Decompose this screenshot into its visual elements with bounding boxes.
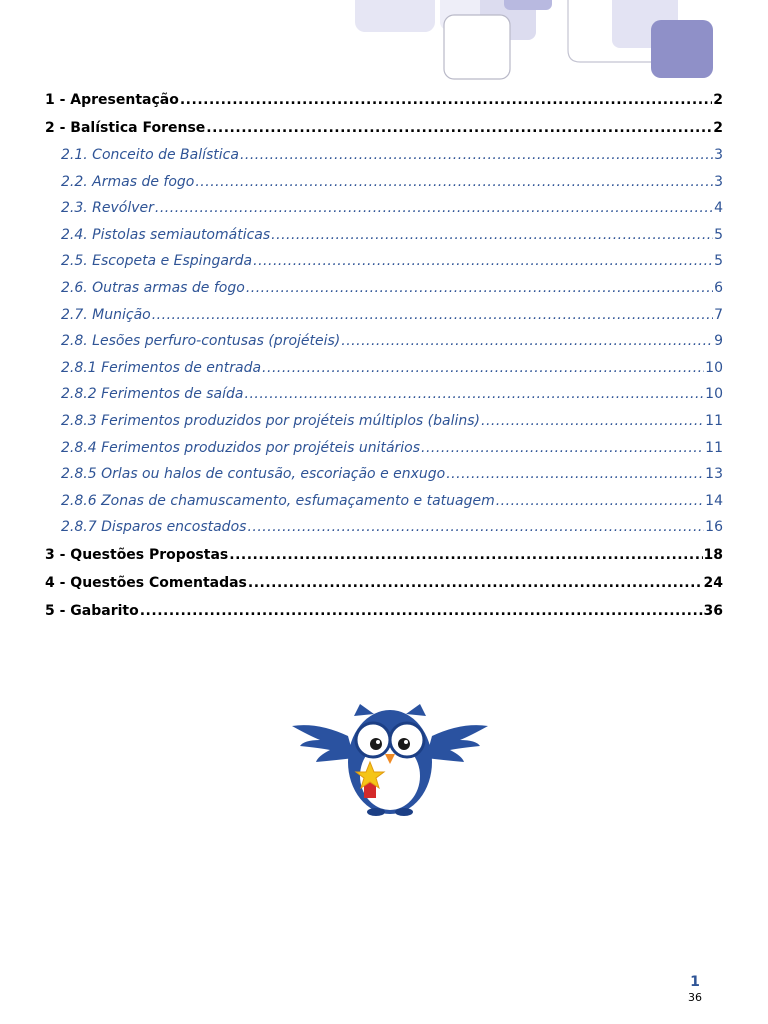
toc-dot-leader [245,381,705,408]
toc-entry-title: 2.8.4 Ferimentos produzidos por projéteis unitários [61,439,421,456]
toc-entry-title: 1 - Apresentação [45,92,179,108]
toc-entry-title: 2.6. Outras armas de fogo [61,279,245,296]
toc-entry-page: 7 [714,306,723,323]
toc-dot-leader [247,514,704,541]
toc-dot-leader [229,541,702,569]
toc-dot-leader [253,248,713,275]
toc-subentry[interactable] [45,381,723,408]
toc-dot-leader [180,86,712,114]
toc-entry-page: 11 [705,412,723,429]
toc-entry-title: 5 - Gabarito [45,602,139,619]
toc-dot-leader [248,569,703,597]
toc-entry-page: 2 [713,120,723,136]
page-footer [683,974,707,1005]
toc-entry-page: 18 [703,546,723,563]
toc-entry-title: 2.5. Escopeta e Espingarda [61,253,253,270]
toc-subentry[interactable] [45,302,723,329]
toc-subentry[interactable] [45,514,723,541]
owl-mascot-icon [290,700,490,818]
toc-subentry[interactable] [45,248,723,275]
toc-entry[interactable] [45,597,723,625]
table-of-contents [45,86,723,625]
toc-entry-title: 2.8.2 Ferimentos de saída [61,386,244,403]
toc-entry-page: 3 [714,147,723,163]
toc-dot-leader [195,169,713,196]
toc-entry-title: 2.8. Lesões perfuro-contusas (projéteis) [61,333,341,350]
header-decoration [0,0,768,90]
toc-entry-page: 6 [714,279,723,296]
toc-dot-leader [271,222,713,249]
toc-dot-leader [140,597,703,625]
toc-entry-title: 2.3. Revólver [61,200,154,217]
toc-dot-leader [206,114,712,142]
toc-entry-title: 2 - Balística Forense [45,120,206,136]
toc-entry-page: 5 [714,253,723,270]
page-number: 1 [690,974,700,990]
toc-entry-title: 2.7. Munição [61,306,151,323]
toc-entry-page: 2 [713,92,723,108]
toc-dot-leader [152,302,713,329]
toc-entry-page: 24 [703,574,723,591]
toc-entry-page: 14 [705,492,723,509]
toc-subentry[interactable] [45,488,723,515]
toc-entry-title: 2.8.6 Zonas de chamuscamento, esfumaçamento e tatuagem [61,492,495,509]
toc-dot-leader [262,355,704,382]
toc-entry-page: 10 [705,359,723,376]
toc-subentry[interactable] [45,142,723,169]
toc-dot-leader [446,461,704,488]
toc-entry-title: 3 - Questões Propostas [45,546,229,563]
toc-entry-page: 5 [714,226,723,243]
toc-subentry[interactable] [45,222,723,249]
toc-subentry[interactable] [45,169,723,196]
toc-entry-page: 36 [703,602,723,619]
toc-entry-page: 16 [705,519,723,536]
toc-entry-page: 10 [705,386,723,403]
toc-subentry[interactable] [45,435,723,462]
toc-entry[interactable] [45,86,723,114]
toc-entry-title: 2.2. Armas de fogo [61,173,195,190]
toc-subentry[interactable] [45,275,723,302]
toc-entry-page: 4 [714,200,723,217]
toc-dot-leader [481,408,704,435]
toc-subentry[interactable] [45,408,723,435]
toc-entry[interactable] [45,114,723,142]
toc-entry-title: 2.8.7 Disparos encostados [61,519,247,536]
toc-entry-page: 11 [705,439,723,456]
toc-dot-leader [246,275,713,302]
toc-entry-title: 2.8.1 Ferimentos de entrada [61,359,262,376]
toc-entry-title: 4 - Questões Comentadas [45,574,247,591]
toc-dot-leader [155,195,713,222]
toc-subentry[interactable] [45,355,723,382]
toc-dot-leader [341,328,713,355]
toc-subentry[interactable] [45,461,723,488]
toc-dot-leader [421,435,704,462]
page-total: 36 [688,991,702,1004]
toc-entry-page: 13 [705,466,723,483]
toc-entry[interactable] [45,541,723,569]
toc-entry-title: 2.4. Pistolas semiautomáticas [61,226,271,243]
toc-entry-title: 2.1. Conceito de Balística [61,147,239,163]
toc-entry-page: 3 [714,173,723,190]
toc-subentry[interactable] [45,195,723,222]
toc-dot-leader [240,142,713,169]
toc-entry-title: 2.8.3 Ferimentos produzidos por projéteis múltiplos (balins) [61,412,481,429]
toc-entry-page: 9 [714,333,723,350]
toc-entry[interactable] [45,569,723,597]
toc-dot-leader [496,488,704,515]
toc-subentry[interactable] [45,328,723,355]
toc-entry-title: 2.8.5 Orlas ou halos de contusão, escoriação e enxugo [61,466,446,483]
